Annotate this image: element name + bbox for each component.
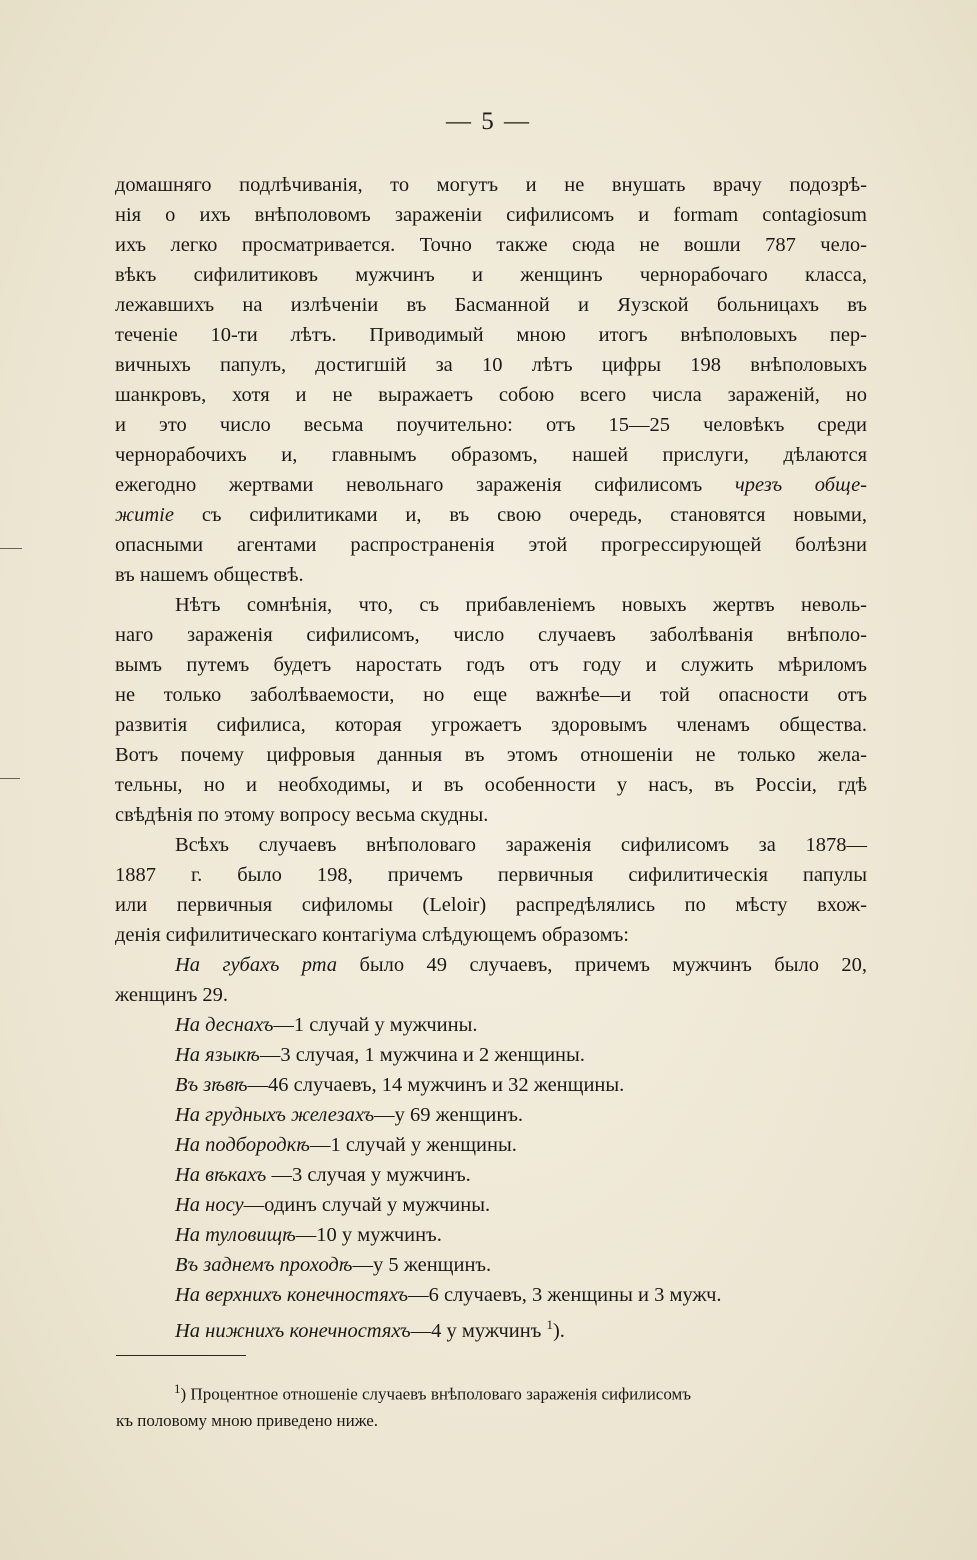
list-item (115, 1280, 867, 1310)
emphasis: На вѣкахъ (175, 1164, 267, 1186)
text-line: свѣдѣнія по этому вопросу весьма скудны. (115, 804, 489, 826)
text-line: денія сифилитическаго контагіума слѣдующемъ образомъ: (115, 924, 630, 946)
text-fragment: —3 случая, 1 мужчина и 2 женщины. (259, 1044, 585, 1066)
list-item (115, 1100, 867, 1130)
location-list (115, 1010, 867, 1346)
body-text (115, 170, 867, 1346)
text-line (115, 470, 867, 500)
text-line (115, 950, 867, 980)
margin-mark (0, 778, 20, 779)
text-line: 1887 г. было 198, причемъ первичныя сифилитическія папулы (115, 864, 867, 886)
page-number: — 5 — (446, 108, 531, 135)
emphasis: На губахъ рта (175, 954, 338, 976)
text-fragment: —1 случай у женщины. (309, 1134, 517, 1156)
list-item (115, 1040, 867, 1070)
text-line: опасными агентами распространенія этой прогрессирующей болѣзни (115, 534, 867, 556)
text-fragment: —6 случаевъ, 3 женщины и 3 мужч. (408, 1284, 722, 1306)
footnote-marker: 1 (174, 1381, 181, 1396)
paragraph (115, 170, 867, 590)
emphasis: На грудныхъ железахъ (175, 1104, 375, 1126)
text-line: чернорабочихъ и, главнымъ образомъ, нашей прислуги, дѣлаются (115, 444, 867, 466)
text-line: Вотъ почему цифровыя данныя въ этомъ отношеніи не только жела- (115, 744, 867, 766)
emphasis: На подбородкѣ (175, 1134, 310, 1156)
text-line: и это число весьма поучительно: отъ 15—25 человѣкъ среди (115, 414, 867, 436)
list-item (115, 1310, 867, 1346)
text-line: вичныхъ папулъ, достигшій за 10 лѣтъ цифры 198 внѣполовыхъ (115, 354, 867, 376)
list-item (115, 1190, 867, 1220)
text-fragment: —3 случая у мужчинъ. (266, 1164, 471, 1186)
text-line: женщинъ 29. (115, 984, 229, 1006)
emphasis: На верхнихъ конечностяхъ (175, 1284, 409, 1306)
text-fragment: —10 у мужчинъ. (295, 1224, 442, 1246)
text-line: шанкровъ, хотя и не выражаетъ собою всего числа зараженій, но (115, 384, 867, 406)
footnote-reference[interactable]: 1 (546, 1317, 553, 1332)
text-line: развитія сифилиса, которая угрожаетъ здоровымъ членамъ общества. (115, 714, 867, 736)
text-line: теченіе 10-ти лѣтъ. Приводимый мною итогъ внѣполовыхъ пер- (115, 324, 867, 346)
emphasis: Въ заднемъ проходѣ (175, 1254, 353, 1276)
text-fragment: —у 5 женщинъ. (352, 1254, 492, 1276)
text-line: нія о ихъ внѣполовомъ зараженіи сифилисомъ и formam contagiosum (115, 204, 867, 226)
list-item (115, 1220, 867, 1250)
emphasis: Въ зѣвѣ (175, 1074, 248, 1096)
footnote-divider (116, 1355, 246, 1356)
paragraph (115, 590, 867, 830)
footnote-line: къ половому мною приведено ниже. (116, 1410, 379, 1430)
text-line: въ нашемъ обществѣ. (115, 564, 304, 586)
text-line: Нѣтъ сомнѣнія, что, съ прибавленіемъ новыхъ жертвъ неволь- (175, 594, 867, 616)
emphasis: житіе (115, 504, 174, 526)
text-fragment: ) Процентное отношеніе случаевъ внѣполоваго зараженія сифилисомъ (180, 1384, 692, 1404)
list-intro (115, 950, 867, 1010)
footnote-line (116, 1376, 868, 1408)
text-line: или первичныя сифиломы (Leloir) распредѣлялись по мѣсту вхож- (115, 894, 867, 916)
list-item (115, 1130, 867, 1160)
list-item (115, 1250, 867, 1280)
text-line: лежавшихъ на излѣченіи въ Басманной и Яузской больницахъ въ (115, 294, 867, 316)
text-line: вымъ путемъ будетъ наростать годъ отъ году и служить мѣриломъ (115, 654, 867, 676)
text-line: ихъ легко просматривается. Точно также сюда не вошли 787 чело- (115, 234, 867, 256)
text-fragment: ежегодно жертвами невольнаго зараженія сифилисомъ (115, 474, 703, 496)
text-fragment: съ сифилитиками и, въ свою очередь, становятся новыми, (201, 504, 868, 526)
text-fragment: —4 у мужчинъ (410, 1319, 547, 1342)
text-line: не только заболѣваемости, но еще важнѣе—и той опасности отъ (115, 684, 867, 706)
list-item (115, 1010, 867, 1040)
footnote (116, 1376, 868, 1434)
text-line: Всѣхъ случаевъ внѣполоваго зараженія сифилисомъ за 1878— (175, 834, 867, 856)
text-line: вѣкъ сифилитиковъ мужчинъ и женщинъ чернорабочаго класса, (115, 264, 867, 286)
list-item (115, 1160, 867, 1190)
text-line: домашняго подлѣчиванія, то могутъ и не внушать врачу подозрѣ- (115, 174, 867, 196)
emphasis: чрезъ обще- (734, 474, 867, 496)
emphasis: На языкѣ (175, 1044, 260, 1066)
text-line: тельны, но и необходимы, и въ особенности у насъ, въ Россіи, гдѣ (115, 774, 867, 796)
text-fragment: —46 случаевъ, 14 мужчинъ и 32 женщины. (247, 1074, 625, 1096)
text-fragment: было 49 случаевъ, причемъ мужчинъ было 20, (337, 954, 867, 976)
emphasis: На носу (175, 1194, 244, 1216)
text-fragment: —одинъ случай у мужчины. (243, 1194, 491, 1216)
text-fragment: ). (552, 1319, 565, 1342)
list-item (115, 1070, 867, 1100)
margin-mark (0, 548, 22, 549)
emphasis: На нижнихъ конечностяхъ (175, 1319, 411, 1342)
emphasis: На туловищѣ (175, 1224, 296, 1246)
paragraph (115, 830, 867, 950)
emphasis: На деснахъ (175, 1014, 274, 1036)
text-fragment: —у 69 женщинъ. (374, 1104, 524, 1126)
text-line: наго зараженія сифилисомъ, число случаевъ заболѣванія внѣполо- (115, 624, 867, 646)
text-fragment: —1 случай у мужчины. (273, 1014, 478, 1036)
text-line (115, 500, 867, 530)
